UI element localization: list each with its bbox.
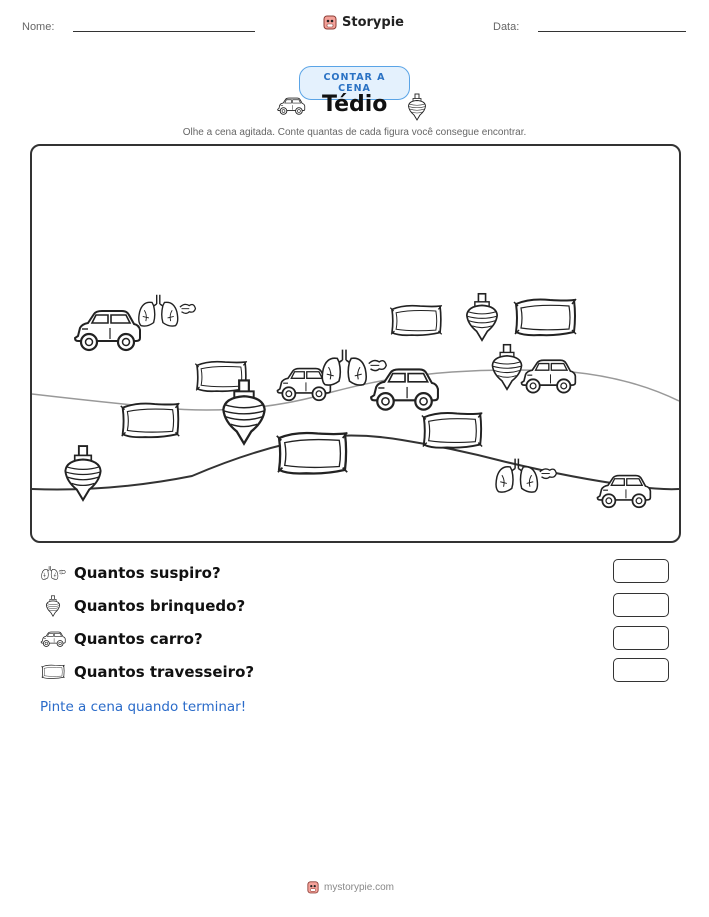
answer-box[interactable] — [613, 593, 669, 617]
scene-curve-lower — [32, 436, 679, 490]
top-icon — [492, 345, 521, 390]
car-icon — [521, 360, 575, 392]
question-text: Quantos travesseiro? — [74, 663, 255, 681]
activity-badge: CONTAR A CENA — [299, 66, 410, 100]
question-row — [40, 594, 670, 618]
answer-box[interactable] — [613, 559, 669, 583]
top-icon — [40, 595, 66, 617]
lungs-icon — [40, 562, 66, 584]
finish-instruction: Pinte a cena quando terminar! — [40, 699, 247, 715]
pillow-icon — [277, 432, 347, 473]
top-icon — [406, 93, 428, 121]
pillow-icon — [422, 413, 482, 448]
car-icon — [275, 96, 307, 116]
question-text: Quantos suspiro? — [74, 564, 221, 582]
lungs-icon — [496, 459, 556, 492]
scene-drawing — [32, 146, 679, 541]
name-line[interactable] — [73, 31, 255, 32]
brand-name: Storypie — [342, 14, 404, 30]
pillow-icon — [40, 661, 66, 683]
mascot-icon — [307, 880, 319, 894]
question-text: Quantos carro? — [74, 630, 203, 648]
date-line[interactable] — [538, 31, 686, 32]
scene-panel — [30, 144, 681, 543]
lungs-icon — [139, 295, 196, 326]
pillow-icon — [514, 299, 576, 335]
pillow-icon — [390, 305, 441, 335]
answer-box[interactable] — [613, 658, 669, 682]
car-icon — [371, 369, 438, 409]
footer — [307, 880, 394, 894]
car-icon — [597, 476, 650, 508]
car-icon — [75, 311, 140, 350]
question-row — [40, 561, 670, 585]
lungs-icon — [322, 350, 386, 385]
pillow-icon — [121, 403, 179, 437]
date-label: Data: — [493, 21, 520, 33]
instructions: Olhe a cena agitada. Conte quantas de cada figura você consegue encontrar. — [182, 127, 527, 138]
mascot-icon — [323, 14, 337, 30]
name-label: Nome: — [22, 21, 55, 33]
top-icon — [467, 294, 497, 340]
question-row — [40, 660, 670, 684]
answer-box[interactable] — [613, 626, 669, 650]
footer-site[interactable]: mystorypie.com — [324, 881, 395, 893]
question-row — [40, 627, 670, 651]
car-icon — [40, 628, 66, 650]
brand-logo — [323, 14, 404, 30]
page-title: Tédio — [322, 92, 388, 117]
question-text: Quantos brinquedo? — [74, 597, 246, 615]
top-icon — [65, 446, 100, 500]
